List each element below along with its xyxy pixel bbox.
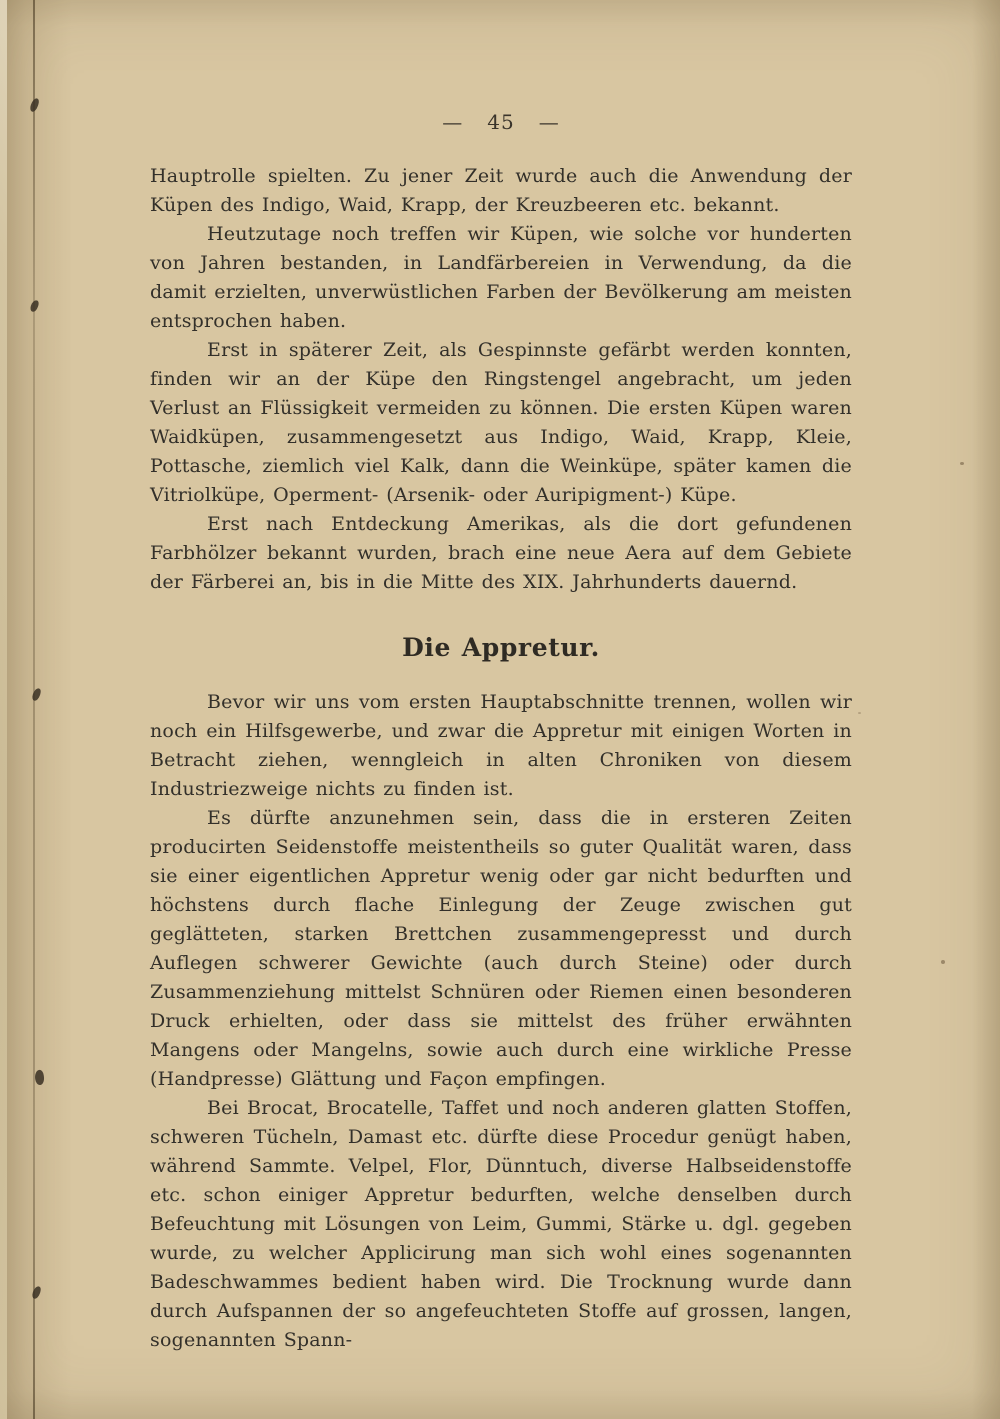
- paper-speck: [858, 712, 861, 714]
- text-block: [150, 162, 852, 1355]
- paper-speck: [941, 960, 945, 964]
- paragraph: Bevor wir uns vom ersten Hauptabschnitte trennen, wollen wir noch ein Hilfsgewerbe, und zwar die Appretur mit einigen Worten in Betracht ziehen, wenngleich in alten Chroniken von diesem Industriezweige nichts zu finden ist.: [150, 691, 852, 800]
- binding-gutter-line: [33, 0, 35, 1419]
- paragraph: Hauptrolle spielten. Zu jener Zeit wurde auch die Anwendung der Küpen des Indigo, Waid, Krapp, der Kreuzbeeren etc. bekannt.: [150, 165, 852, 216]
- scan-edge: [0, 0, 7, 1419]
- binding-mark: [34, 1069, 45, 1085]
- paper-speck: [960, 462, 964, 465]
- paragraph: Erst in späterer Zeit, als Gespinnste gefärbt werden konnten, finden wir an der Küpe den Ringstengel angebracht, um jeden Verlust an Flüssigkeit vermeiden zu können. Die ersten Küpen waren Waidküpen, zusammengesetzt aus Indigo, Waid, Krapp, Kleie, Pottasche, ziemlich viel Kalk, dann die Weinküpe, später kamen die Vitriolküpe, Operment- (Arsenik- oder Auripigment-) Küpe.: [150, 339, 852, 506]
- binding-mark: [29, 97, 40, 112]
- page-number-dash-left: —: [442, 110, 464, 134]
- paragraph: Erst nach Entdeckung Amerikas, als die dort gefundenen Farbhölzer bekannt wurden, brach eine neue Aera auf dem Gebiete der Färberei an, bis in die Mitte des XIX. Jahrhunderts dauernd.: [150, 513, 852, 593]
- page-number-dash-right: —: [538, 110, 560, 134]
- paragraph: Heutzutage noch treffen wir Küpen, wie solche vor hunderten von Jahren bestanden, in Landfärbereien in Verwendung, da die damit erzielten, unverwüstlichen Farben der Bevölkerung am meisten entsprochen haben.: [150, 223, 852, 332]
- page-number-value: 45: [487, 110, 515, 134]
- paragraph: Bei Brocat, Brocatelle, Taffet und noch anderen glatten Stoffen, schweren Tücheln, Damast etc. dürfte diese Procedur genügt haben, während Sammte. Velpel, Flor, Dünntuch, diverse Halbseidenstoffe etc. schon einiger Appretur bedurften, welche denselben durch Befeuchtung mit Lösungen von Leim, Gummi, Stärke u. dgl. gegeben wurde, zu welcher Applicirung man sich wohl eines sogenannten Badeschwammes bedient haben wird. Die Trocknung wurde dann durch Aufspannen der so angefeuchteten Stoffe auf grossen, langen, sogenannten Spann-: [150, 1097, 852, 1351]
- section-heading: Die Appretur.: [402, 633, 600, 662]
- page-number: [150, 110, 852, 134]
- binding-mark: [29, 299, 39, 313]
- paragraph: Es dürfte anzunehmen sein, dass die in ersteren Zeiten producirten Seidenstoffe meistentheils so guter Qualität waren, dass sie einer eigentlichen Appretur wenig oder gar nicht bedurften und höchstens durch flache Einlegung der Zeuge zwischen gut geglätteten, starken Brettchen zusammengepresst und durch Auflegen schwerer Gewichte (auch durch Steine) oder durch Zusammenziehung mittelst Schnüren oder Riemen einen besonderen Druck erhielten, oder dass sie mittelst des früher erwähnten Mangens oder Mangelns, sowie auch durch eine wirkliche Presse (Handpresse) Glättung und Façon empfingen.: [150, 807, 852, 1090]
